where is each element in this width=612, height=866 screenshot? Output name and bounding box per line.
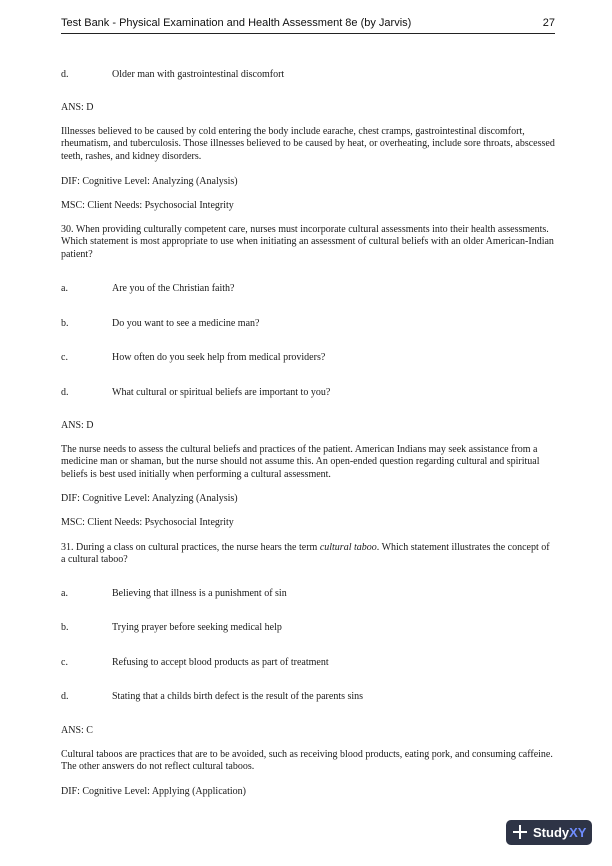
q31-option-c-letter: c.	[61, 657, 68, 668]
q31-option-c-text: Refusing to accept blood products as part of treatment	[112, 657, 329, 668]
badge-brand	[533, 825, 586, 840]
page-number: 27	[542, 17, 555, 29]
plus-icon	[513, 825, 527, 839]
badge-brand-accent: XY	[569, 825, 587, 840]
q30-dif: DIF: Cognitive Level: Analyzing (Analysis)	[61, 493, 238, 504]
q31-stem-before: 31. During a class on cultural practices, the nurse hears the term	[61, 542, 320, 553]
q30-option-b-letter: b.	[61, 318, 69, 329]
q30-answer: ANS: D	[61, 420, 94, 431]
q29-dif: DIF: Cognitive Level: Analyzing (Analysis)	[61, 176, 238, 187]
q29-answer: ANS: D	[61, 102, 94, 113]
badge-brand-main: Study	[533, 825, 570, 840]
q30-option-c-letter: c.	[61, 352, 68, 363]
q31-stem-after: . Which statement illustrates the concept of a cultural taboo?	[61, 542, 550, 566]
q30-option-d-letter: d.	[61, 387, 69, 398]
q31-option-a-text: Believing that illness is a punishment of sin	[112, 588, 287, 599]
q31-rationale: Cultural taboos are practices that are to be avoided, such as receiving blood products, eating pork, and consuming caffeine. The other answers do not reflect cultural taboos.	[61, 749, 553, 773]
q29-option-d-letter: d.	[61, 69, 69, 80]
page-header	[61, 14, 555, 34]
q30-rationale: The nurse needs to assess the cultural beliefs and practices of the patient. American Indians may seek assistance from a medicine man or shaman, but the nurse should not assume this. An open-ended question regarding cultural and spiritual beliefs is best used initially when performing a cultural assessment.	[61, 444, 540, 480]
q30-stem: 30. When providing culturally competent care, nurses must incorporate cultural assessments into their health assessments. Which statement is most appropriate to use when initiating an assessment of cultural beliefs with an older American-Indian patient?	[61, 224, 554, 260]
q29-rationale: Illnesses believed to be caused by cold entering the body include earache, chest cramps, gastrointestinal discomfort, rheumatism, and tuberculosis. Those illnesses believed to be caused by heat, or overheating, include sore throats, abscessed teeth, rashes, and kidney disorders.	[61, 126, 555, 162]
q30-option-b-text: Do you want to see a medicine man?	[112, 318, 260, 329]
q31-option-b-text: Trying prayer before seeking medical help	[112, 622, 282, 633]
q30-option-d-text: What cultural or spiritual beliefs are important to you?	[112, 387, 331, 398]
q31-option-d-text: Stating that a childs birth defect is the result of the parents sins	[112, 691, 364, 702]
q31-stem-term: cultural taboo	[319, 542, 377, 553]
q30-msc: MSC: Client Needs: Psychosocial Integrity	[61, 517, 234, 528]
q31-dif: DIF: Cognitive Level: Applying (Application)	[61, 786, 246, 797]
q30-option-a-letter: a.	[61, 283, 68, 294]
document-title: Test Bank - Physical Examination and Health Assessment 8e (by Jarvis)	[61, 17, 412, 29]
q29-option-d-text: Older man with gastrointestinal discomfort	[112, 69, 285, 80]
q31-stem	[61, 542, 555, 567]
q31-answer: ANS: C	[61, 725, 93, 736]
q31-option-b-letter: b.	[61, 622, 69, 633]
q31-option-a-letter: a.	[61, 588, 68, 599]
studyxy-badge[interactable]	[506, 820, 592, 845]
q31-option-d-letter: d.	[61, 691, 69, 702]
q29-msc: MSC: Client Needs: Psychosocial Integrity	[61, 200, 234, 211]
q30-option-a-text: Are you of the Christian faith?	[112, 283, 235, 294]
q30-option-c-text: How often do you seek help from medical providers?	[112, 352, 326, 363]
